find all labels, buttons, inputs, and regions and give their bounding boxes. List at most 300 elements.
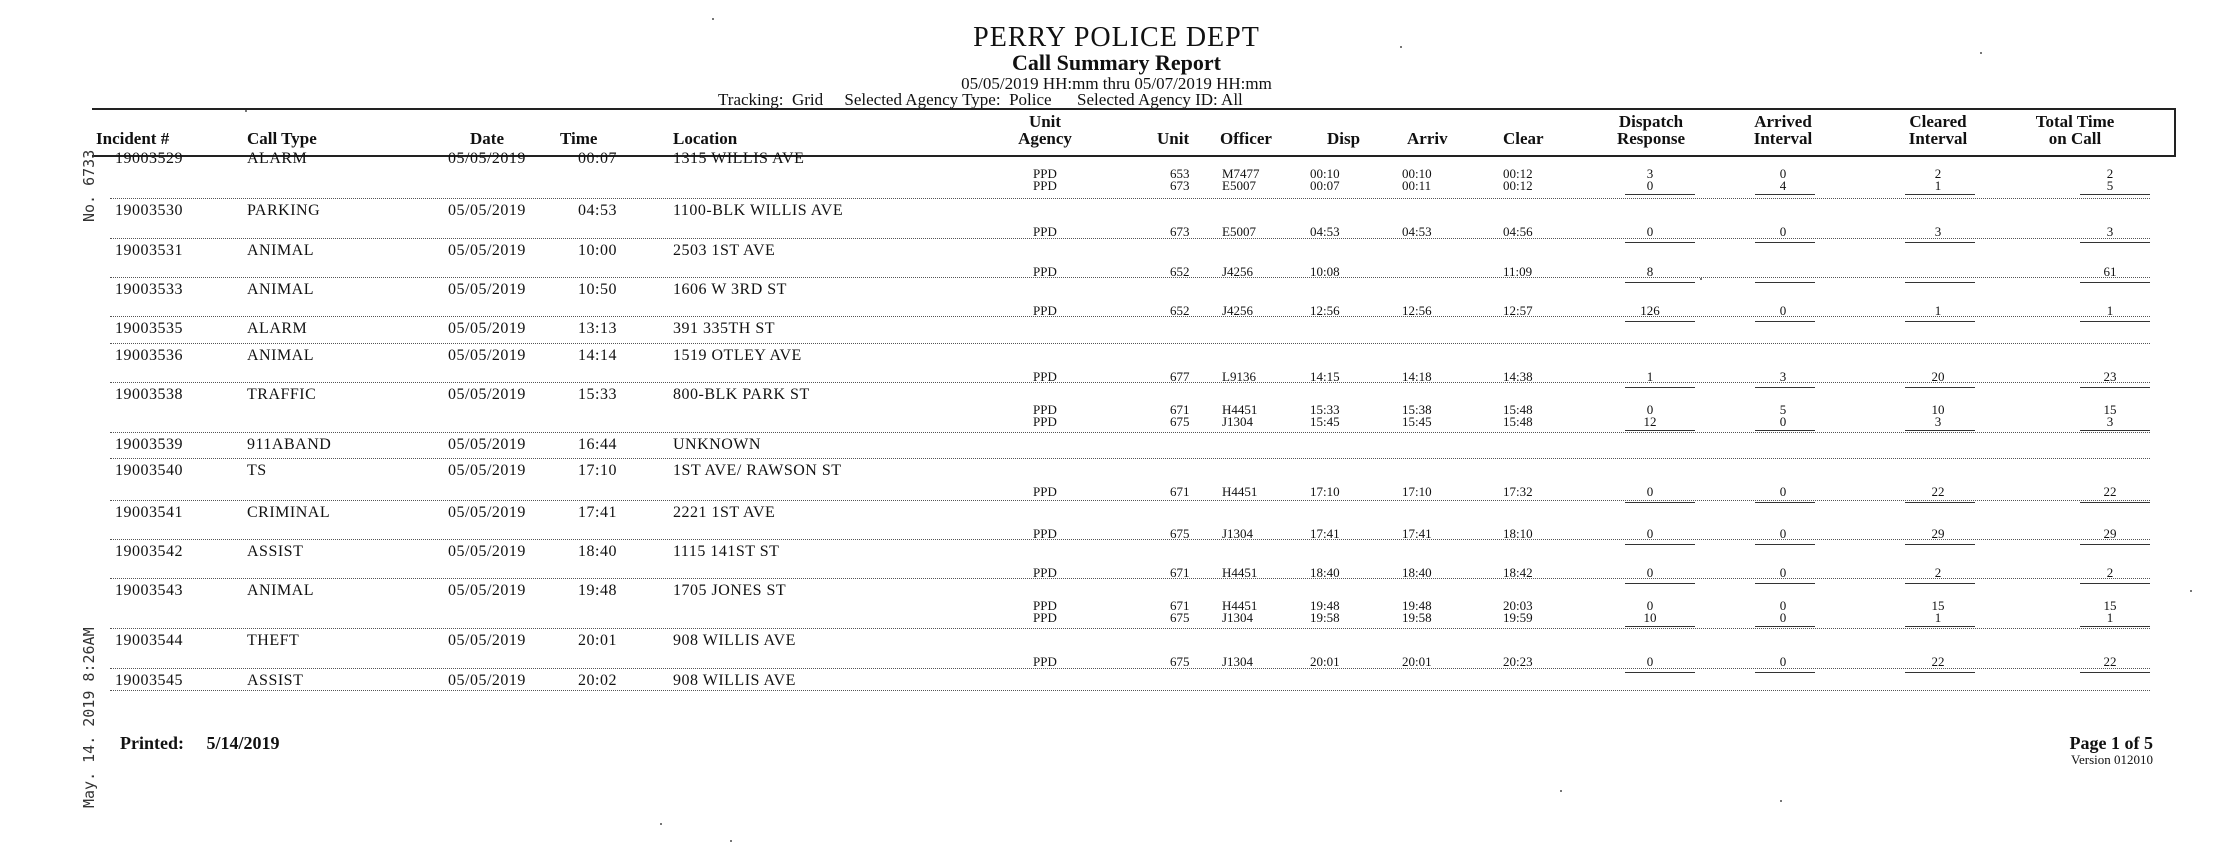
total-time: 15 (2103, 598, 2117, 613)
interval-underline (1625, 321, 1695, 322)
officer-id: J1304 (1222, 526, 1254, 541)
unit-agency: PPD (1033, 654, 1057, 669)
row-divider (110, 690, 2150, 691)
col-total-time (2010, 113, 2140, 147)
row-divider (110, 382, 2150, 383)
total-time: 5 (2106, 178, 2114, 193)
total-time: 61 (2103, 264, 2117, 279)
call-time: 10:00 (578, 242, 617, 259)
dispatch-time: 15:45 (1310, 414, 1340, 429)
total-time: 1 (2106, 303, 2114, 318)
total-time: 15 (2103, 402, 2117, 417)
clear-time: 12:57 (1503, 303, 1533, 318)
interval-underline (1755, 502, 1815, 503)
incident-number: 19003540 (115, 462, 183, 479)
call-date: 05/05/2019 (448, 281, 526, 298)
scan-speck (730, 840, 732, 842)
interval-underline (2080, 544, 2150, 545)
arrived-interval: 0 (1779, 610, 1787, 625)
interval-underline (2080, 282, 2150, 283)
clear-time: 19:59 (1503, 610, 1533, 625)
row-divider (110, 458, 2150, 459)
interval-underline (1625, 430, 1695, 431)
dispatch-response: 0 (1646, 178, 1654, 193)
unit-number: 675 (1170, 654, 1190, 669)
call-date: 05/05/2019 (448, 202, 526, 219)
cleared-interval: 3 (1934, 224, 1942, 239)
col-cleared-line1: Cleared (1909, 112, 1967, 131)
officer-id: H4451 (1222, 565, 1258, 580)
interval-underline (1625, 242, 1695, 243)
incident-number: 19003545 (115, 672, 183, 689)
call-location: 1519 OTLEY AVE (673, 347, 802, 364)
interval-underline (1905, 321, 1975, 322)
interval-underline (1905, 387, 1975, 388)
interval-underline (1625, 626, 1695, 627)
call-date: 05/05/2019 (448, 386, 526, 403)
incident-number: 19003535 (115, 320, 183, 337)
call-date: 05/05/2019 (448, 242, 526, 259)
call-type: TS (247, 462, 267, 479)
col-incident: Incident # (96, 129, 170, 148)
clear-time: 00:12 (1503, 178, 1533, 193)
cleared-interval: 1 (1934, 178, 1942, 193)
dispatch-time: 12:56 (1310, 303, 1340, 318)
col-unit: Unit (1157, 129, 1190, 148)
cleared-interval: 22 (1931, 654, 1945, 669)
call-type: ANIMAL (247, 582, 314, 599)
interval-underline (1755, 194, 1815, 195)
officer-id: H4451 (1222, 484, 1258, 499)
row-divider (110, 277, 2150, 278)
arrive-time: 00:11 (1402, 178, 1432, 193)
interval-underline (1755, 544, 1815, 545)
printed-label: Printed: (120, 733, 184, 753)
scan-speck (245, 110, 247, 112)
interval-underline (1905, 583, 1975, 584)
row-divider (110, 539, 2150, 540)
call-date: 05/05/2019 (448, 320, 526, 337)
printed-date: 5/14/2019 (206, 733, 280, 753)
arrived-interval: 0 (1779, 414, 1787, 429)
dispatch-response: 126 (1640, 303, 1660, 318)
call-type: ASSIST (247, 543, 304, 560)
call-location: 2503 1ST AVE (673, 242, 776, 259)
interval-underline (2080, 321, 2150, 322)
agency-name: PERRY POLICE DEPT (973, 22, 1260, 53)
officer-id: J1304 (1222, 654, 1254, 669)
interval-underline (1905, 626, 1975, 627)
col-arrived-interval (1733, 113, 1833, 147)
total-time: 22 (2103, 654, 2117, 669)
interval-underline (1625, 502, 1695, 503)
interval-underline (2080, 387, 2150, 388)
dispatch-response: 10 (1643, 610, 1657, 625)
unit-number: 675 (1170, 526, 1190, 541)
row-divider (110, 578, 2150, 579)
dispatch-time: 19:48 (1310, 598, 1340, 613)
unit-agency: PPD (1033, 224, 1057, 239)
call-location: 1100-BLK WILLIS AVE (673, 202, 844, 219)
call-date: 05/05/2019 (448, 150, 526, 167)
call-date: 05/05/2019 (448, 504, 526, 521)
cleared-interval: 2 (1934, 166, 1942, 181)
call-time: 17:10 (578, 462, 617, 479)
scan-speck (1700, 278, 1702, 280)
clear-time: 04:56 (1503, 224, 1533, 239)
col-unit-agency (1000, 113, 1090, 147)
col-cleared-interval (1888, 113, 1988, 147)
call-time: 20:01 (578, 632, 617, 649)
call-type: ALARM (247, 150, 308, 167)
unit-number: 653 (1170, 166, 1190, 181)
dispatch-time: 18:40 (1310, 565, 1340, 580)
printed-line (120, 733, 280, 754)
unit-number: 652 (1170, 264, 1190, 279)
call-time: 13:13 (578, 320, 617, 337)
officer-id: E5007 (1222, 178, 1256, 193)
col-location: Location (673, 129, 738, 148)
arrive-time: 18:40 (1402, 565, 1432, 580)
call-date: 05/05/2019 (448, 632, 526, 649)
column-header-box (92, 108, 2176, 157)
clear-time: 00:12 (1503, 166, 1533, 181)
interval-underline (2080, 626, 2150, 627)
interval-underline (1905, 242, 1975, 243)
interval-underline (1755, 321, 1815, 322)
arrived-interval: 0 (1779, 303, 1787, 318)
row-divider (110, 432, 2150, 433)
arrived-interval: 0 (1779, 598, 1787, 613)
call-type: ANIMAL (247, 242, 314, 259)
col-dispatch-line2: Response (1616, 129, 1685, 148)
incident-number: 19003542 (115, 543, 183, 560)
interval-underline (1905, 194, 1975, 195)
unit-number: 671 (1170, 598, 1190, 613)
report-title: Call Summary Report (1012, 50, 1221, 75)
call-type: 911ABAND (247, 436, 332, 453)
interval-underline (1755, 672, 1815, 673)
interval-underline (2080, 242, 2150, 243)
row-divider (110, 500, 2150, 501)
call-location: 1115 141ST ST (673, 543, 780, 560)
arrive-time: 14:18 (1402, 369, 1432, 384)
dispatch-time: 19:58 (1310, 610, 1340, 625)
arrive-time: 17:10 (1402, 484, 1432, 499)
total-time: 29 (2103, 526, 2117, 541)
unit-number: 671 (1170, 565, 1190, 580)
interval-underline (1755, 430, 1815, 431)
total-time: 2 (2106, 565, 2114, 580)
total-time: 2 (2106, 166, 2114, 181)
interval-underline (1755, 282, 1815, 283)
arrived-interval: 0 (1779, 565, 1787, 580)
interval-underline (1905, 502, 1975, 503)
interval-underline (1905, 544, 1975, 545)
unit-agency: PPD (1033, 166, 1057, 181)
arrived-interval: 0 (1779, 166, 1787, 181)
scan-speck (712, 18, 714, 20)
interval-underline (1625, 544, 1695, 545)
clear-time: 11:09 (1503, 264, 1533, 279)
col-total-line2: on Call (2048, 129, 2102, 148)
call-location: 800-BLK PARK ST (673, 386, 810, 403)
interval-underline (1755, 583, 1815, 584)
interval-underline (1625, 672, 1695, 673)
dispatch-response: 0 (1646, 654, 1654, 669)
call-location: UNKNOWN (673, 436, 761, 453)
dispatch-response: 0 (1646, 526, 1654, 541)
arrive-time: 20:01 (1402, 654, 1432, 669)
call-type: ANIMAL (247, 281, 314, 298)
col-call-type: Call Type (247, 129, 317, 148)
unit-agency: PPD (1033, 610, 1057, 625)
call-date: 05/05/2019 (448, 347, 526, 364)
col-time: Time (560, 129, 598, 148)
row-divider (110, 198, 2150, 199)
dispatch-response: 0 (1646, 598, 1654, 613)
call-time: 18:40 (578, 543, 617, 560)
scan-speck (2190, 590, 2192, 592)
clear-time: 20:03 (1503, 598, 1533, 613)
unit-agency: PPD (1033, 526, 1057, 541)
dispatch-response: 12 (1643, 414, 1657, 429)
officer-id: J4256 (1222, 303, 1254, 318)
cleared-interval: 1 (1934, 610, 1942, 625)
unit-agency: PPD (1033, 598, 1057, 613)
call-location: 2221 1ST AVE (673, 504, 776, 521)
unit-number: 673 (1170, 224, 1190, 239)
unit-number: 671 (1170, 402, 1190, 417)
incident-number: 19003531 (115, 242, 183, 259)
date-range: 05/05/2019 HH:mm thru 05/07/2019 HH:mm (961, 74, 1272, 93)
unit-agency: PPD (1033, 303, 1057, 318)
page-number: Page 1 of 5 (2069, 733, 2153, 753)
arrive-time: 04:53 (1402, 224, 1432, 239)
cleared-interval: 1 (1934, 303, 1942, 318)
clear-time: 20:23 (1503, 654, 1533, 669)
col-date: Date (470, 129, 504, 148)
dispatch-time: 00:07 (1310, 178, 1340, 193)
scan-speck (660, 823, 662, 825)
col-unit-agency-line2: Agency (1018, 129, 1072, 148)
call-type: PARKING (247, 202, 321, 219)
clear-time: 18:42 (1503, 565, 1533, 580)
fax-stamp-top: No. 6733 (80, 149, 98, 222)
col-total-line1: Total Time (2035, 112, 2115, 131)
col-arrived-line1: Arrived (1754, 112, 1812, 131)
arrived-interval: 0 (1779, 224, 1787, 239)
total-time: 1 (2106, 610, 2114, 625)
unit-agency: PPD (1033, 484, 1057, 499)
call-time: 16:44 (578, 436, 617, 453)
dispatch-time: 14:15 (1310, 369, 1340, 384)
call-type: TRAFFIC (247, 386, 317, 403)
incident-number: 19003533 (115, 281, 183, 298)
call-date: 05/05/2019 (448, 672, 526, 689)
call-time: 04:53 (578, 202, 617, 219)
interval-underline (1625, 282, 1695, 283)
arrived-interval: 0 (1779, 526, 1787, 541)
unit-agency: PPD (1033, 369, 1057, 384)
dispatch-response: 1 (1646, 369, 1654, 384)
col-cleared-line2: Interval (1908, 129, 1968, 148)
arrive-time: 15:38 (1402, 402, 1432, 417)
total-time: 3 (2106, 224, 2114, 239)
interval-underline (1755, 242, 1815, 243)
dispatch-response: 0 (1646, 565, 1654, 580)
dispatch-response: 0 (1646, 484, 1654, 499)
report-filters: Tracking: Grid Selected Agency Type: Police Selected Agency ID: All (718, 90, 1243, 109)
call-date: 05/05/2019 (448, 462, 526, 479)
dispatch-time: 04:53 (1310, 224, 1340, 239)
clear-time: 18:10 (1503, 526, 1533, 541)
incident-number: 19003543 (115, 582, 183, 599)
total-time: 22 (2103, 484, 2117, 499)
cleared-interval: 2 (1934, 565, 1942, 580)
col-arriv: Arriv (1407, 129, 1448, 148)
call-location: 1315 WILLIS AVE (673, 150, 805, 167)
scan-speck (1980, 52, 1982, 54)
unit-agency: PPD (1033, 178, 1057, 193)
dispatch-time: 17:41 (1310, 526, 1340, 541)
officer-id: M7477 (1222, 166, 1260, 181)
call-type: ALARM (247, 320, 308, 337)
arrive-time: 15:45 (1402, 414, 1432, 429)
scan-speck (1780, 800, 1782, 802)
arrived-interval: 5 (1779, 402, 1787, 417)
dispatch-time: 20:01 (1310, 654, 1340, 669)
interval-underline (1905, 282, 1975, 283)
arrived-interval: 0 (1779, 484, 1787, 499)
officer-id: J1304 (1222, 610, 1254, 625)
call-type: ANIMAL (247, 347, 314, 364)
unit-agency: PPD (1033, 402, 1057, 417)
interval-underline (1755, 626, 1815, 627)
officer-id: J1304 (1222, 414, 1254, 429)
cleared-interval: 10 (1931, 402, 1945, 417)
call-location: 1606 W 3RD ST (673, 281, 787, 298)
cleared-interval: 29 (1931, 526, 1945, 541)
arrive-time: 19:58 (1402, 610, 1432, 625)
call-time: 20:02 (578, 672, 617, 689)
unit-number: 652 (1170, 303, 1190, 318)
arrived-interval: 4 (1779, 178, 1787, 193)
total-time: 23 (2103, 369, 2117, 384)
row-divider (110, 628, 2150, 629)
call-location: 908 WILLIS AVE (673, 632, 796, 649)
officer-id: J4256 (1222, 264, 1254, 279)
unit-agency: PPD (1033, 264, 1057, 279)
unit-number: 675 (1170, 414, 1190, 429)
call-location: 908 WILLIS AVE (673, 672, 796, 689)
call-time: 17:41 (578, 504, 617, 521)
col-dispatch-response (1596, 113, 1706, 147)
dispatch-response: 0 (1646, 402, 1654, 417)
clear-time: 15:48 (1503, 414, 1533, 429)
col-unit-agency-line1: Unit (1028, 112, 1062, 131)
arrive-time: 12:56 (1402, 303, 1432, 318)
interval-underline (2080, 430, 2150, 431)
interval-underline (1905, 430, 1975, 431)
scan-speck (1400, 46, 1402, 48)
call-time: 14:14 (578, 347, 617, 364)
call-location: 1705 JONES ST (673, 582, 787, 599)
unit-agency: PPD (1033, 414, 1057, 429)
interval-underline (1625, 387, 1695, 388)
call-type: CRIMINAL (247, 504, 331, 521)
cleared-interval: 15 (1931, 598, 1945, 613)
row-divider (110, 343, 2150, 344)
interval-underline (2080, 502, 2150, 503)
incident-number: 19003539 (115, 436, 183, 453)
interval-underline (1755, 387, 1815, 388)
officer-id: H4451 (1222, 402, 1258, 417)
interval-underline (1905, 672, 1975, 673)
dispatch-time: 17:10 (1310, 484, 1340, 499)
unit-number: 677 (1170, 369, 1190, 384)
row-divider (110, 238, 2150, 239)
incident-number: 19003529 (115, 150, 183, 167)
call-date: 05/05/2019 (448, 436, 526, 453)
incident-number: 19003530 (115, 202, 183, 219)
version-label: Version 012010 (2071, 752, 2153, 767)
dispatch-time: 00:10 (1310, 166, 1340, 181)
interval-underline (2080, 672, 2150, 673)
interval-underline (1625, 583, 1695, 584)
clear-time: 17:32 (1503, 484, 1533, 499)
total-time: 3 (2106, 414, 2114, 429)
clear-time: 14:38 (1503, 369, 1533, 384)
unit-number: 673 (1170, 178, 1190, 193)
arrive-time: 17:41 (1402, 526, 1432, 541)
incident-number: 19003541 (115, 504, 183, 521)
clear-time: 15:48 (1503, 402, 1533, 417)
call-date: 05/05/2019 (448, 543, 526, 560)
arrive-time: 00:10 (1402, 166, 1432, 181)
incident-number: 19003544 (115, 632, 183, 649)
col-dispatch-line1: Dispatch (1618, 112, 1684, 131)
call-type: ASSIST (247, 672, 304, 689)
cleared-interval: 3 (1934, 414, 1942, 429)
dispatch-response: 3 (1646, 166, 1654, 181)
dispatch-time: 10:08 (1310, 264, 1340, 279)
call-time: 00:07 (578, 150, 617, 167)
interval-underline (2080, 194, 2150, 195)
unit-agency: PPD (1033, 565, 1057, 580)
call-time: 10:50 (578, 281, 617, 298)
arrive-time: 19:48 (1402, 598, 1432, 613)
officer-id: H4451 (1222, 598, 1258, 613)
dispatch-time: 15:33 (1310, 402, 1340, 417)
unit-number: 675 (1170, 610, 1190, 625)
dispatch-response: 0 (1646, 224, 1654, 239)
arrived-interval: 0 (1779, 654, 1787, 669)
call-location: 391 335TH ST (673, 320, 775, 337)
call-date: 05/05/2019 (448, 582, 526, 599)
col-clear: Clear (1503, 129, 1544, 148)
call-time: 19:48 (578, 582, 617, 599)
incident-number: 19003538 (115, 386, 183, 403)
col-disp: Disp (1327, 129, 1361, 148)
dispatch-response: 8 (1646, 264, 1654, 279)
incident-number: 19003536 (115, 347, 183, 364)
call-type: THEFT (247, 632, 300, 649)
fax-stamp-bottom: May. 14. 2019 8:26AM (80, 627, 98, 808)
call-location: 1ST AVE/ RAWSON ST (673, 462, 842, 479)
officer-id: E5007 (1222, 224, 1256, 239)
cleared-interval: 20 (1931, 369, 1945, 384)
